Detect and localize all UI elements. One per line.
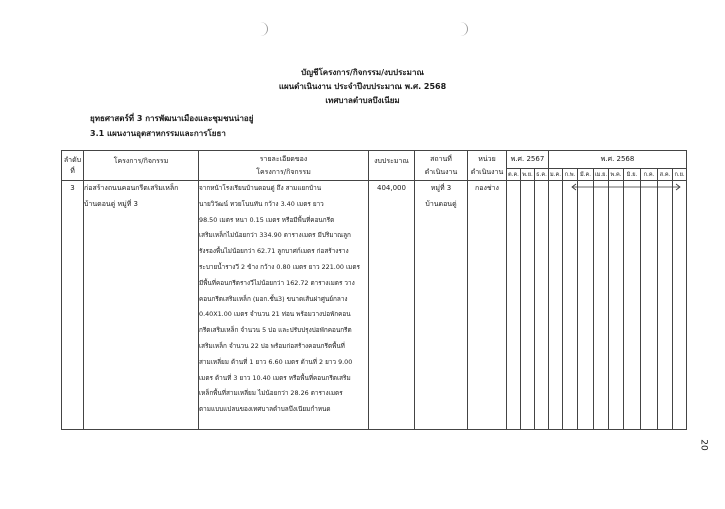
col-no-header: ลำดับ ที่ <box>62 151 84 181</box>
year-2568-header: พ.ศ. 2568 <box>549 151 687 169</box>
col-project-header: โครงการ/กิจกรรม <box>84 151 199 181</box>
budget-value: 404,000 <box>369 181 415 430</box>
detail-line: นายวิวัฒน์ ทวยโนนทัน กว้าง 3.40 เมตร ยาว <box>199 199 324 208</box>
col-unit-header: หน่วย ดำเนินงาน <box>468 151 507 181</box>
detail-line: รังรองพื้นไม่น้อยกว่า 62.71 ลูกบาศก์เมตร ก่อสร้างราง <box>199 247 349 256</box>
month-cell <box>549 181 563 430</box>
project-table <box>61 150 687 430</box>
month-cell <box>507 181 521 430</box>
table-header-row <box>62 151 687 169</box>
project-detail <box>199 181 369 430</box>
month-cell <box>563 181 578 430</box>
schedule-arrow-icon <box>571 183 681 191</box>
month-feb: ก.พ. <box>563 169 578 181</box>
strategy-heading: ยุทธศาสตร์ที่ 3 การพัฒนาเมืองและชุมชนน่าอยู่ <box>90 114 254 123</box>
month-aug: ส.ค. <box>658 169 673 181</box>
detail-line: จากหน้าโรงเรียนบ้านดอนดู่ ถึง สามแยกบ้าน <box>199 184 322 192</box>
month-mar: มี.ค. <box>578 169 594 181</box>
month-jul: ก.ค. <box>641 169 658 181</box>
month-sep: ก.ย. <box>673 169 687 181</box>
detail-line: 0.40X1.00 เมตร จำนวน 21 ท่อน พร้อมวางบ่อพักคอน <box>199 310 351 319</box>
month-cell <box>673 181 687 430</box>
unit-value: กองช่าง <box>468 181 507 430</box>
month-cell <box>641 181 658 430</box>
detail-line: เสริมเหล็ก จำนวน 22 บ่อ พร้อมก่อสร้างคอนกรีตพื้นที่ <box>199 341 345 350</box>
month-cell <box>521 181 535 430</box>
month-cell <box>578 181 594 430</box>
col-detail-header: รายละเอียดของ โครงการ/กิจกรรม <box>199 151 369 181</box>
col-place-header: สถานที่ ดำเนินงาน <box>415 151 468 181</box>
detail-line: มีพื้นที่คอนกรีตรางวีไม่น้อยกว่า 162.72 ตารางเมตร วาง <box>199 278 355 287</box>
detail-line: 98.50 เมตร หนา 0.15 เมตร หรือมีพื้นที่คอนกรีต <box>199 215 335 224</box>
year-2567-header: พ.ศ. 2567 <box>507 151 549 169</box>
month-apr: เม.ย. <box>594 169 609 181</box>
month-cell <box>594 181 609 430</box>
punch-hole-left <box>253 22 268 36</box>
month-jun: มิ.ย. <box>624 169 641 181</box>
detail-line: เหล็กพื้นที่สามเหลี่ยม ไม่น้อยกว่า 28.26 ตารางเมตร <box>199 389 343 398</box>
header-plan-year: แผนดำเนินงาน ประจำปีงบประมาณ พ.ศ. 2568 <box>278 82 447 91</box>
month-cell <box>535 181 549 430</box>
project-name: ก่อสร้างถนนคอนกรีตเสริมเหล็ก บ้านดอนดู่ หมู่ที่ 3 <box>84 181 199 430</box>
month-cell <box>609 181 624 430</box>
detail-line: ตามแบบแปลนของเทศบาลตำบลบึงเนียมกำหนด <box>199 405 331 414</box>
detail-line: เมตร ด้านที่ 3 ยาว 10.40 เมตร หรือพื้นที่คอนกรีตเสริม <box>199 373 351 382</box>
month-may: พ.ค. <box>609 169 624 181</box>
table-row <box>62 181 687 430</box>
header-title: บัญชีโครงการ/กิจกรรม/งบประมาณ <box>301 68 424 77</box>
place-value: หมู่ที่ 3 บ้านดอนดู่ <box>415 181 468 430</box>
punch-hole-right <box>453 22 468 36</box>
col-budget-header: งบประมาณ <box>369 151 415 181</box>
plan-heading: 3.1 แผนงานอุตสาหกรรมและการโยธา <box>90 129 226 138</box>
month-oct: ต.ค. <box>507 169 521 181</box>
detail-line: คอนกรีตเสริมเหล็ก (มอก.ชั้น3) ขนาดเส้นผ่าศูนย์กลาง <box>199 294 348 303</box>
header-municipality: เทศบาลตำบลบึงเนียม <box>325 96 400 105</box>
month-nov: พ.ย. <box>521 169 535 181</box>
month-dec: ธ.ค. <box>535 169 549 181</box>
row-number: 3 <box>62 181 84 430</box>
detail-line: กรีตเสริมเหล็ก จำนวน 5 บ่อ และปรับปรุงบ่อพักคอนกรีต <box>199 326 352 335</box>
month-cell <box>624 181 641 430</box>
detail-line: เสริมเหล็กไม่น้อยกว่า 334.90 ตารางเมตร มีปริมาณลูก <box>199 231 351 240</box>
detail-line: สามเหลี่ยม ด้านที่ 1 ยาว 6.60 เมตร ด้านที่ 2 ยาว 9.00 <box>199 357 353 366</box>
month-jan: ม.ค. <box>549 169 563 181</box>
month-cell <box>658 181 673 430</box>
page-number: 20 <box>698 439 709 451</box>
detail-line: ระบายน้ำรางวี 2 ข้าง กว้าง 0.80 เมตร ยาว 221.00 เมตร <box>199 262 360 271</box>
